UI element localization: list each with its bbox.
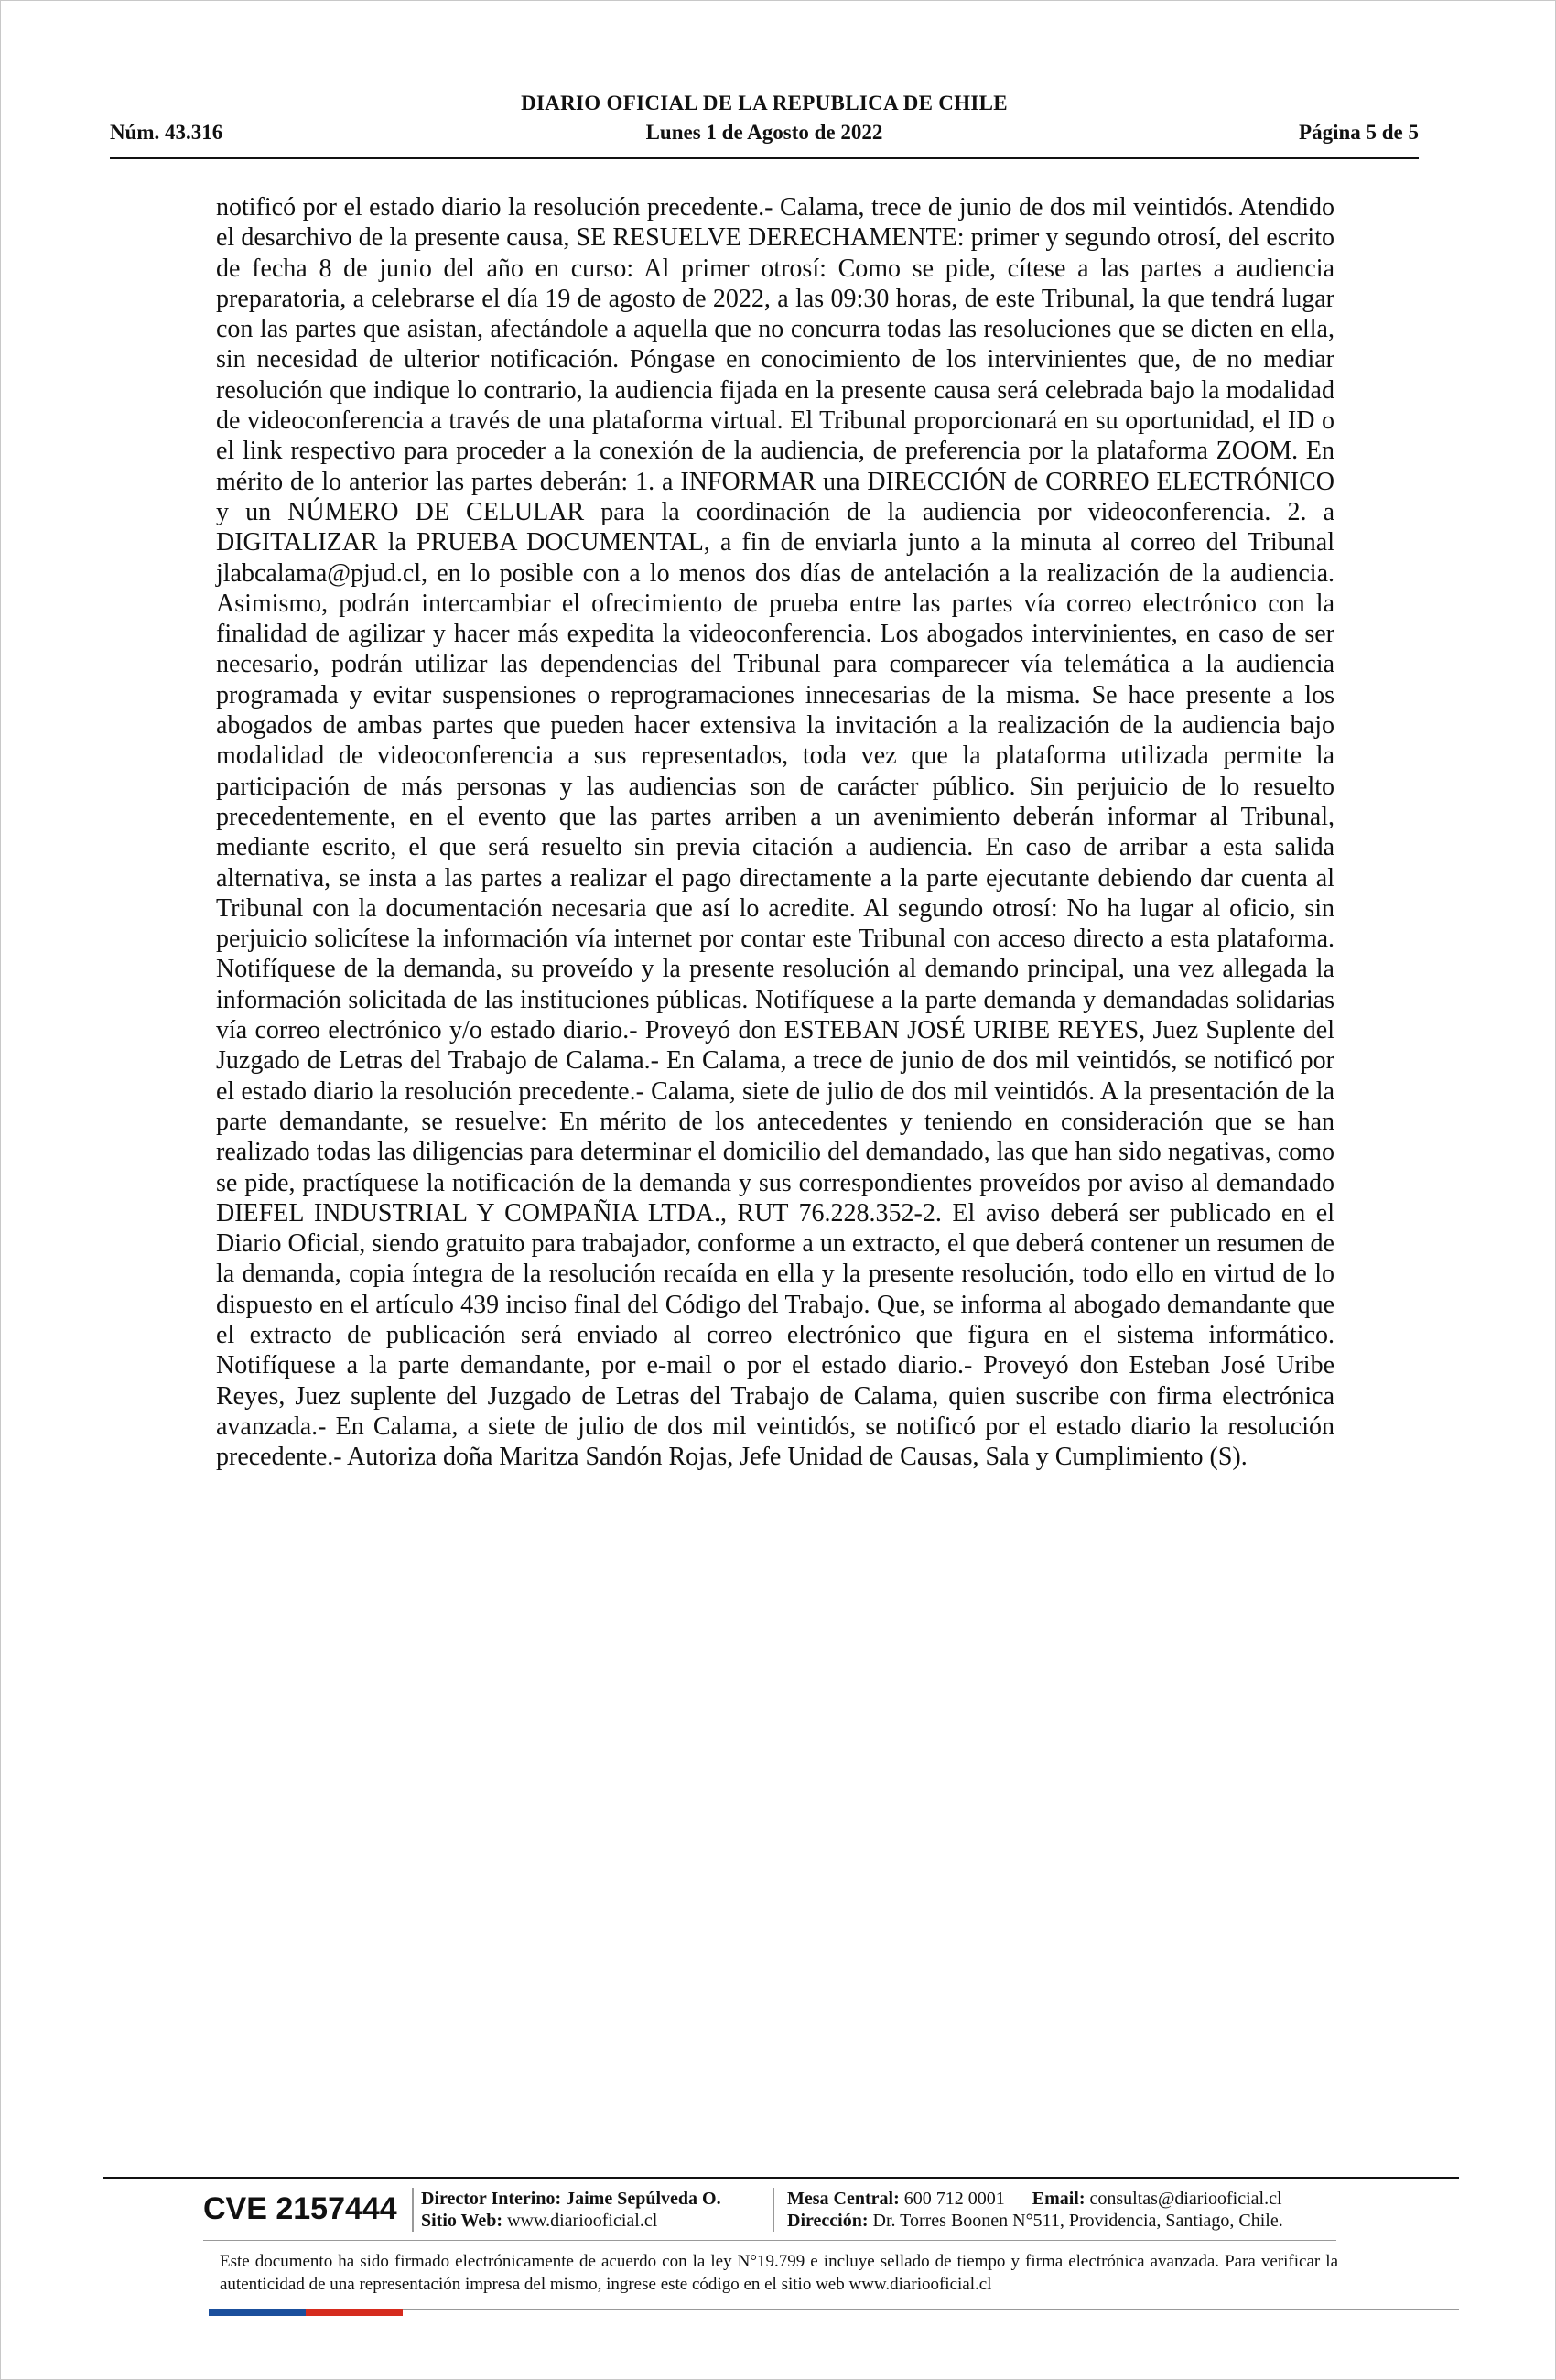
footer-divider-bottom bbox=[403, 2309, 1459, 2310]
mesa-label: Mesa Central: bbox=[787, 2189, 900, 2209]
footer-divider-top bbox=[103, 2177, 1459, 2179]
website-label: Sitio Web: bbox=[421, 2211, 503, 2231]
issue-number: Núm. 43.316 bbox=[110, 121, 223, 144]
page-number: Página 5 de 5 bbox=[1299, 121, 1419, 144]
footer-director-block bbox=[421, 2188, 721, 2232]
flag-red-stripe bbox=[306, 2309, 403, 2316]
chile-flag-bar bbox=[209, 2309, 403, 2316]
body-paragraph: notificó por el estado diario la resolución precedente.- Calama, trece de junio de dos mil veintidós. Atendido el desarchivo de la presente causa, SE RESUELVE DERECHAMENTE: primer y segundo otrosí, del escrito de fecha 8 de junio del año en curso: Al primer otrosí: Como se pide, cítese a las partes a audiencia preparatoria, a celebrarse el día 19 de agosto de 2022, a las 09:30 horas, de este Tribunal, la que tendrá lugar con las partes que asistan, afectándole a aquella que no concurra todas las resoluciones que se dicten en ella, sin necesidad de ulterior notificación. Póngase en conocimiento de los intervinientes que, de no mediar resolución que indique lo contrario, la audiencia fijada en la presente causa será celebrada bajo la modalidad de videoconferencia a través de una plataforma virtual. El Tribunal proporcionará en su oportunidad, el ID o el link respectivo para proceder a la conexión de la audiencia, de preferencia por la plataforma ZOOM. En mérito de lo anterior las partes deberán: 1. a INFORMAR una DIRECCIÓN de CORREO ELECTRÓNICO y un NÚMERO DE CELULAR para la coordinación de la audiencia por videoconferencia. 2. a DIGITALIZAR la PRUEBA DOCUMENTAL, a fin de enviarla junto a la minuta al correo del Tribunal jlabcalama@pjud.cl, en lo posible con a lo menos dos días de antelación a la realización de la audiencia. Asimismo, podrán intercambiar el ofrecimiento de prueba entre las partes vía correo electrónico con la finalidad de agilizar y hacer más expedita la videoconferencia. Los abogados intervinientes, en caso de ser necesario, podrán utilizar las dependencias del Tribunal para comparecer vía telemática a la audiencia programada y evitar suspensiones o reprogramaciones innecesarias de la misma. Se hace presente a los abogados de ambas partes que pueden hacer extensiva la invitación a la realización de la audiencia bajo modalidad de videoconferencia a sus representados, toda vez que la plataforma utilizada permite la participación de más personas y las audiencias son de carácter público. Sin perjuicio de lo resuelto precedentemente, en el evento que las partes arriben a un avenimiento deberán informar al Tribunal, mediante escrito, el que será resuelto sin previa citación a audiencia. En caso de arribar a esta salida alternativa, se insta a las partes a realizar el pago directamente a la parte ejecutante debiendo dar cuenta al Tribunal con la documentación necesaria que así lo acredite. Al segundo otrosí: No ha lugar al oficio, sin perjuicio solicítese la información vía internet por contar este Tribunal con acceso directo a esta plataforma. Notifíquese de la demanda, su proveído y la presente resolución al demando principal, una vez allegada la información solicitada de las instituciones públicas. Notifíquese a la parte demanda y demandadas solidarias vía correo electrónico y/o estado diario.- Proveyó don ESTEBAN JOSÉ URIBE REYES, Juez Suplente del Juzgado de Letras del Trabajo de Calama.- En Calama, a trece de junio de dos mil veintidós, se notificó por el estado diario la resolución precedente.- Calama, siete de julio de dos mil veintidós. A la presentación de la parte demandante, se resuelve: En mérito de los antecedentes y teniendo en consideración que se han realizado todas las diligencias para determinar el domicilio del demandado, las que han sido negativas, como se pide, practíquese la notificación de la demanda y sus correspondientes proveídos por aviso al demandado DIEFEL INDUSTRIAL Y COMPAÑIA LTDA., RUT 76.228.352-2. El aviso deberá ser publicado en el Diario Oficial, siendo gratuito para trabajador, conforme a un extracto, el que deberá contener un resumen de la demanda, copia íntegra de la resolución recaída en ella y la presente resolución, todo ello en virtud de lo dispuesto en el artículo 439 inciso final del Código del Trabajo. Que, se informa al abogado demandante que el extracto de publicación será enviado al correo electrónico que figura en el sistema informático. Notifíquese a la parte demandante, por e-mail o por el estado diario.- Proveyó don Esteban José Uribe Reyes, Juez suplente del Juzgado de Letras del Trabajo de Calama, quien suscribe con firma electrónica avanzada.- En Calama, a siete de julio de dos mil veintidós, se notificó por el estado diario la resolución precedente.- Autoriza doña Maritza Sandón Rojas, Jefe Unidad de Causas, Sala y Cumplimiento (S). bbox=[216, 193, 1334, 1472]
cve-code: CVE 2157444 bbox=[203, 2191, 397, 2226]
page-header bbox=[110, 92, 1419, 156]
director-label: Director Interino: bbox=[421, 2189, 562, 2209]
mesa-phone: 600 712 0001 bbox=[903, 2189, 1005, 2209]
footer-divider-mid bbox=[203, 2240, 1336, 2241]
address-value: Dr. Torres Boonen N°511, Providencia, Santiago, Chile. bbox=[872, 2211, 1283, 2231]
footer-contact-block bbox=[787, 2188, 1283, 2232]
footer-separator bbox=[773, 2188, 774, 2232]
newspaper-title: DIARIO OFICIAL DE LA REPUBLICA DE CHILE bbox=[521, 92, 1008, 114]
address-label: Dirección: bbox=[787, 2211, 869, 2231]
header-divider bbox=[110, 157, 1419, 159]
email-label: Email: bbox=[1032, 2189, 1086, 2209]
footer-separator bbox=[412, 2188, 414, 2232]
document-body bbox=[216, 192, 1334, 1472]
website-link[interactable]: www.diariooficial.cl bbox=[507, 2211, 658, 2231]
issue-date: Lunes 1 de Agosto de 2022 bbox=[645, 121, 883, 144]
signature-note: Este documento ha sido firmado electrónicamente de acuerdo con la ley N°19.799 e incluye sellado de tiempo y firma electrónica avanzada. Para verificar la autenticidad de una representación impresa del mismo, ingrese este código en el sitio web www.diariooficial.cl bbox=[220, 2252, 1338, 2294]
flag-blue-stripe bbox=[209, 2309, 306, 2316]
director-name: Jaime Sepúlveda O. bbox=[566, 2189, 721, 2209]
email-link[interactable]: consultas@diariooficial.cl bbox=[1089, 2189, 1282, 2209]
